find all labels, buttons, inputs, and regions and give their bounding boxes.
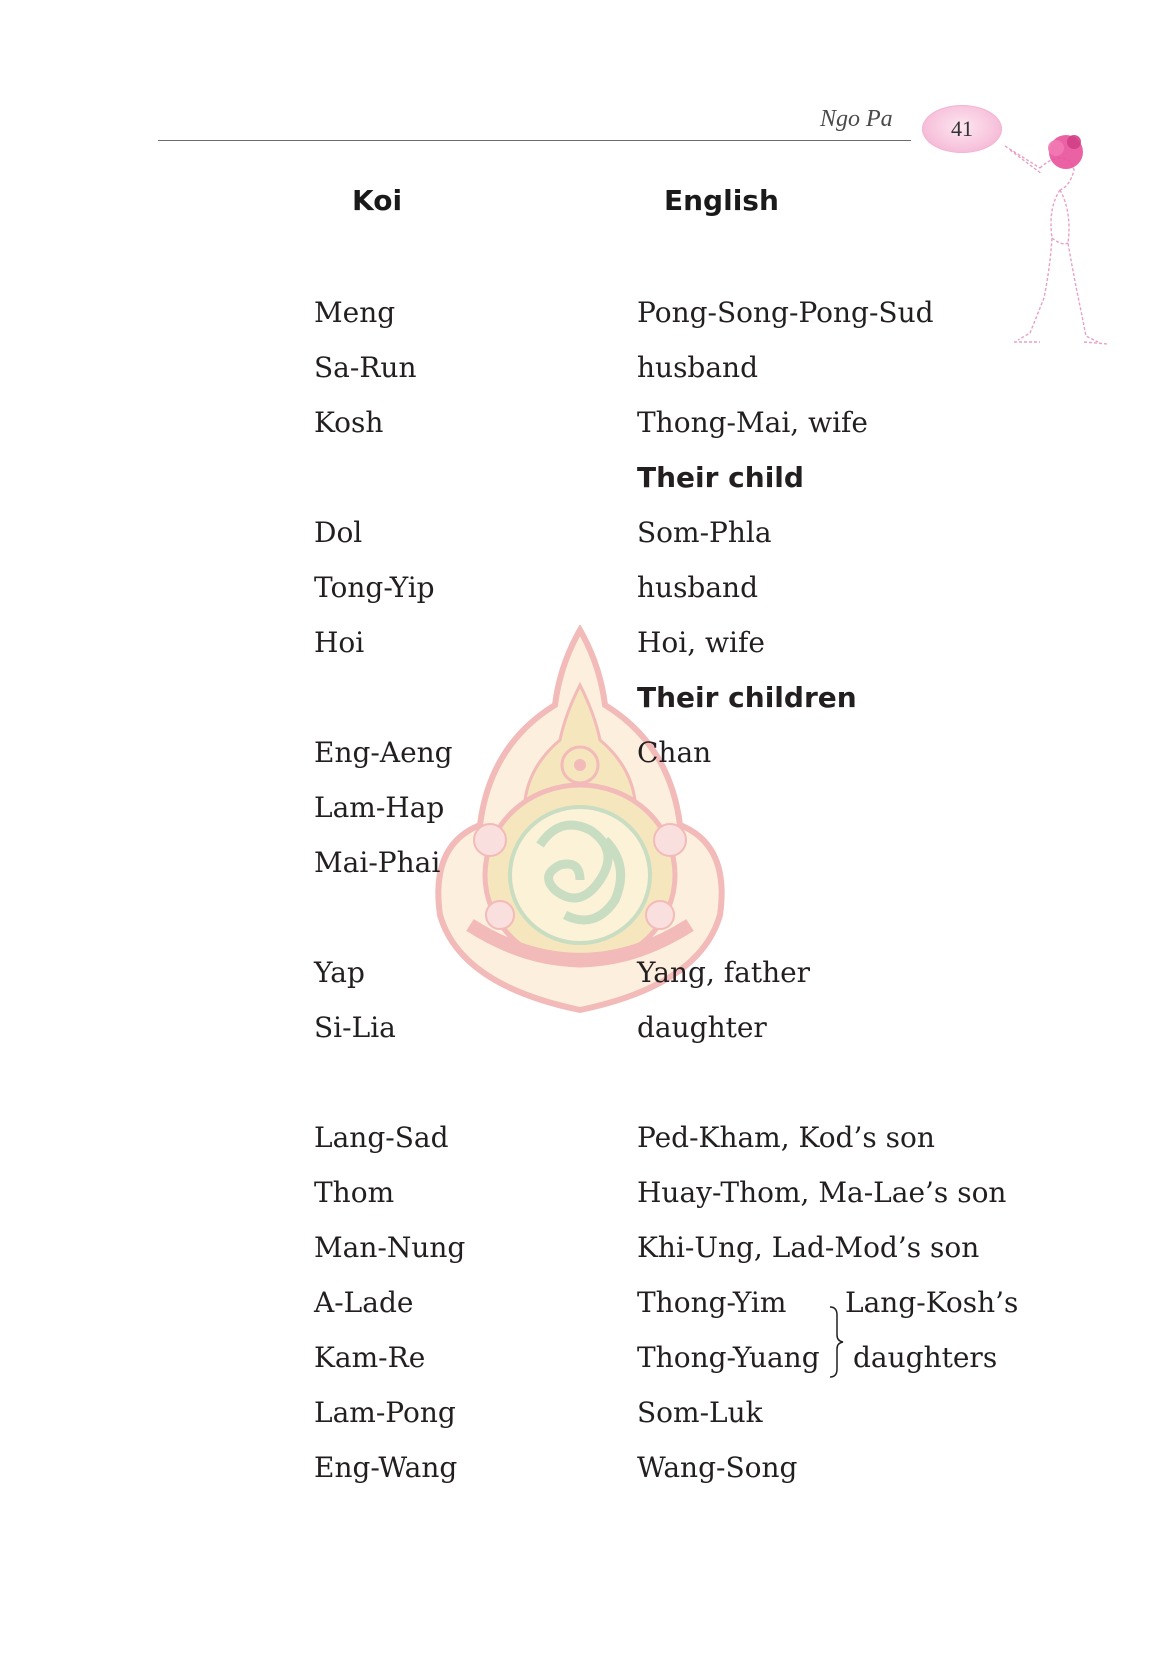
english-term: Huay-Thom, Ma-Lae’s son [637, 1176, 1007, 1209]
english-term: husband [637, 571, 759, 604]
koi-term: Eng-Aeng [314, 736, 453, 769]
english-term: Pong-Song-Pong-Sud [637, 296, 934, 329]
koi-term: Yap [314, 956, 365, 989]
koi-term: Man-Nung [314, 1231, 466, 1264]
koi-term: Sa-Run [314, 351, 417, 384]
page-number-badge: 41 [922, 105, 1002, 153]
koi-term: Meng [314, 296, 396, 329]
english-term: Chan [637, 736, 712, 769]
english-term: daughter [637, 1011, 767, 1044]
english-term: Thong-Yim [637, 1286, 787, 1319]
running-header-title: Ngo Pa [820, 106, 893, 132]
koi-term: Si-Lia [314, 1011, 396, 1044]
english-term: Yang, father [637, 956, 811, 989]
koi-term: Hoi [314, 626, 365, 659]
english-term: Ped-Kham, Kod’s son [637, 1121, 935, 1154]
koi-term: Eng-Wang [314, 1451, 458, 1484]
koi-term: Lang-Sad [314, 1121, 449, 1154]
koi-term: Lam-Hap [314, 791, 445, 824]
grouping-brace [828, 1303, 846, 1381]
koi-term: Lam-Pong [314, 1396, 456, 1429]
section-heading: Their children [637, 681, 857, 714]
koi-term: Kam-Re [314, 1341, 426, 1374]
english-term: Wang-Song [637, 1451, 798, 1484]
english-column-header: English [664, 184, 779, 217]
english-term: Thong-Mai, wife [637, 406, 868, 439]
koi-term: Dol [314, 516, 363, 549]
english-term: Thong-Yuang [637, 1341, 820, 1374]
english-term: Hoi, wife [637, 626, 765, 659]
section-heading: Their child [637, 461, 804, 494]
koi-column-header: Koi [352, 184, 403, 217]
group-note-line1: Lang-Kosh’s [845, 1286, 1019, 1319]
english-term: husband [637, 351, 759, 384]
group-note-line2: daughters [853, 1341, 998, 1374]
pink-figure-illustration [1000, 128, 1120, 358]
english-term: Som-Luk [637, 1396, 763, 1429]
koi-term: A-Lade [314, 1286, 414, 1319]
header-rule [158, 140, 911, 141]
koi-term: Kosh [314, 406, 384, 439]
koi-term: Tong-Yip [314, 571, 435, 604]
koi-term: Mai-Phai [314, 846, 441, 879]
english-term: Khi-Ung, Lad-Mod’s son [637, 1231, 980, 1264]
english-term: Som-Phla [637, 516, 772, 549]
koi-term: Thom [314, 1176, 395, 1209]
